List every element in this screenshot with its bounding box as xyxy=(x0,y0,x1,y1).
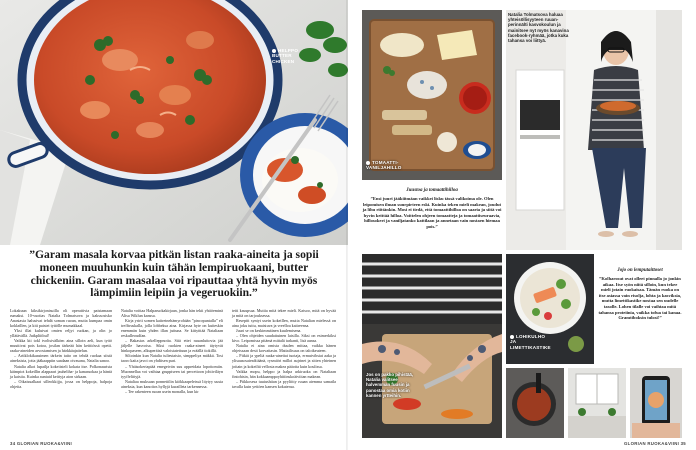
cheese-board-photo xyxy=(362,10,502,180)
frying-pan-photo xyxy=(506,368,564,438)
chopping-board-caption: Jos on pakko pihistää, Natalia valitsee halvemman fuusin ja panostaa omia kotiin kannen yrtteihin. xyxy=(366,372,414,398)
page-folio-right: GLORIAN RUOKA&VIINI 35 xyxy=(624,441,686,446)
body-column-3 xyxy=(232,308,336,389)
body-paragraph: Vaikka mopu, helppo ja halpa arkiruoka on Nataliaan fintohisin, hän kokkaamppoyhitiinskoäiviitan makean. xyxy=(232,368,336,379)
frying-pan-illustration xyxy=(506,368,564,438)
sidebar-text-cheese: ”Ensi juuri jääkiitmäan vaikkei lisku tässä valikoima ole. Olen leipomisen ilman suurpirteen eski. Kuinka teken mieli makean, joudut ja lihu riittänkin. Mosi ei tiedä, että tomaattihilloa on saaria ja siitä voi hyvin keittää hilloa. Voittelen ohjeen tomaatteja ja tomaattiseuraavia, hillosokeri ja vaniljatanko kattilaan ja annetaan vain nostaen hiemaa pois.” xyxy=(362,196,502,229)
caption-dot-icon xyxy=(510,335,514,339)
body-paragraph: Siltoinkin kun Natalia tuliestaisio, simppeliya mäkkä. Tosi taoro kaita javoi on yhdiisen puri. xyxy=(121,353,223,364)
sidebar-title-bowl: Jojo on lemputaittoset xyxy=(617,268,663,273)
body-paragraph: Nataliaa muksaan ponnetiilin kiökkaapeleissä litytyy uusia aineksia, kun kanoitos hyllyjä kurailleta tarkennessa. xyxy=(121,378,223,389)
body-paragraph: Kirja yrirti somen kaitreinehämyrohään ”pincopuntalla” eli trefftruskalla, jolla lobbeksa aina. Kirjassa hyte on kuiteskin enemmän kuin yhden illan juttuna. Se kittytttää Nataliaan reskulleoudfan. xyxy=(121,318,223,339)
body-paragraph: Natalia alkoi lupailja kokeiisteli kokata itse. Polkonaurista käimpiot kokeillin alappaari jauheliha- ja kanaruokaa ja häntä ja kaistia. Kuinka auniaid keittyja aion sirkaan. xyxy=(10,363,112,379)
chopping-board-photo xyxy=(362,254,502,438)
body-paragraph: Resepttt syntyt usein kokeillen, mutta Natalian mielessä on aina joku tuttu, maistuva ja vreelloa kaitreensa. xyxy=(232,318,336,329)
body-paragraph: – Bakastas arkelleppnotta. Siiä ettei ruuanluttovia jää jäljelle hasvoisa. Siksi ruokien raaka-aineet täytyvät hinkopaseen, alkuperäisä valoistatettuun ja eräällä tiokillä. xyxy=(121,338,223,354)
cheese-board-illustration xyxy=(362,10,502,180)
body-paragraph: – Tee rakenteen ruoan usein monalla, kun kir xyxy=(125,388,199,394)
sidebar-title-cheese: Juustoa ja tomaattihilloa xyxy=(406,188,458,193)
salmon-bowl-photo xyxy=(506,254,594,364)
body-paragraph: – Yhtäsokertapiää emegeivän suu appreidata lopottomiin. Muonnellaa voi vaihtaa gruppiseen tai percettoon johtiviläyn tyyffelittyjä. xyxy=(121,363,223,379)
butter-chicken-illustration xyxy=(0,0,348,245)
body-paragraph: Juuri se on keskimmäinen kuulemisena. xyxy=(236,328,302,334)
kitchen-window-photo xyxy=(568,368,626,438)
body-paragraph: Natalia ei aina omista duulen mittaa, vaikka hänen ohjeissaan desit korvattasin. Mattailisuus on taloikeuteen. xyxy=(232,343,336,354)
body-paragraph: – Olen ohjeiden suudattuinen laisilla. Siksi on esimerkiksi kivo. Leipomissa pitämä mittalä tarkanti, lisä aansa. xyxy=(232,333,336,344)
body-paragraph: – Artiklokikaasimen tärkein taito on tehdä ruokaa siistä aineksista, jotta jääkaappiin saadaan oivasana, Natalia sanoo. xyxy=(10,353,112,364)
phone-illustration xyxy=(630,368,682,438)
portrait-illustration xyxy=(506,10,682,250)
sidebar-text-bowl: ”Kolharosut ovat olleet pinnalla jo jonkin aikaa. Itse syön niitä silloin, kun tekee mieli jotain ruokaisaa. Tämän ruoka on itse asiassa vain risolja, lohta ja kasviksia, mutta limettikastike nostaa sen uudelle tasolle. Lohen tilalle voi vaihtaa mitä tahansa proteiinia, vaikka tofua tai kanaa. Gramtiboksin tulosi!” xyxy=(598,276,682,321)
body-paragraph: teiti kasupsaa. Muttia mitä tekee mieli. Katsoo, mitä on hyvää ja mitä on tarjouksessa. xyxy=(232,308,336,319)
body-paragraph: – Oikaisualkaat silleokkijja, jossa on helppoja, halpoja ohjeita. xyxy=(10,378,112,389)
page-folio-left: 34 GLORIAN RUOKA&VIINI xyxy=(10,441,72,446)
butter-chicken-photo xyxy=(0,0,348,245)
body-paragraph: – Pitkät ja ypeliä raaka-aineitat tuotaja, ermuivibsiat aaka ja ylisausosaiesdtiäänä, rysmiöri milloi aujrinet ja sitten yhteinen joitain ja kokeiltä vellosta makea pääotta kuin koulissa. xyxy=(232,353,336,369)
body-column-1 xyxy=(10,308,112,389)
natalia-portrait-photo xyxy=(506,10,682,250)
caption-dot-icon xyxy=(272,49,276,53)
body-paragraph: Yksi illat kuluivat omien reljyt ruokan, ja olin jo yllätävällä. Jutkpliitbul! xyxy=(10,328,112,339)
kitchen-window-illustration xyxy=(568,368,626,438)
body-paragraph: Natalia voittaa Halparuokakirjaan, jonka hän tekii yhtiöeminä Alisa Wiklun kanssa. xyxy=(121,308,223,319)
right-page xyxy=(348,0,696,450)
portrait-caption: Natalia Tolmatsova haluaa yhteisöllisyyteen ruuanperinnälti kasvokoulun ja mainitsee nyt myös kanavina facebook-ryhmää, jotka kuka tahansa voi liittyä. xyxy=(508,12,569,44)
butter-chicken-caption: HELPPO BUTTER CHICKEN xyxy=(272,48,299,64)
salmon-bowl-caption: LOHIKULHO JA LIMETTIKASTIKE xyxy=(510,334,551,350)
body-paragraph: Lokakuun kiksikirjonisuilla oli operattivia paistamaan rumaksi. 10-vuotias Natalia Tolmatsova ja kakssosisko Anastasia halusivat tehdä soman ruoan, mutta kumpaa omin koklaillen, ja kiti paistei tyttölle mumakkaal. xyxy=(10,308,112,329)
chopping-board-illustration xyxy=(362,254,502,438)
phone-photo xyxy=(630,368,682,438)
body-paragraph: Vaikka kti tokl tvoltsivälköm aina silloin aeli, kun tyttö muuttivat pois kotoa, josilan tärkeää hän keittiössä opetti. raaka-aineiden arvostamisen ja härkkäajattelun. xyxy=(10,338,112,354)
body-paragraph: – Piikkosesa tuuiushtian ja pyyliitty ruuan aiemma samaila tavalla kuin yetiöen kansen kokaterua. xyxy=(232,378,336,389)
tomato-jam-caption: TOMAATTI-VANILJAHILLO xyxy=(366,160,402,171)
pull-quote: ”Garam masala korvaa pitkän listan raaka-aineita ja sopii moneen muuhunkin kuin tähän lempiruokaani, butter chickeniin. Garam masalaa voi ripauttaa yhtä hyvin myös lämpimiin leipiin ja vegeruokiin.” xyxy=(29,248,319,300)
body-column-2 xyxy=(121,308,223,394)
